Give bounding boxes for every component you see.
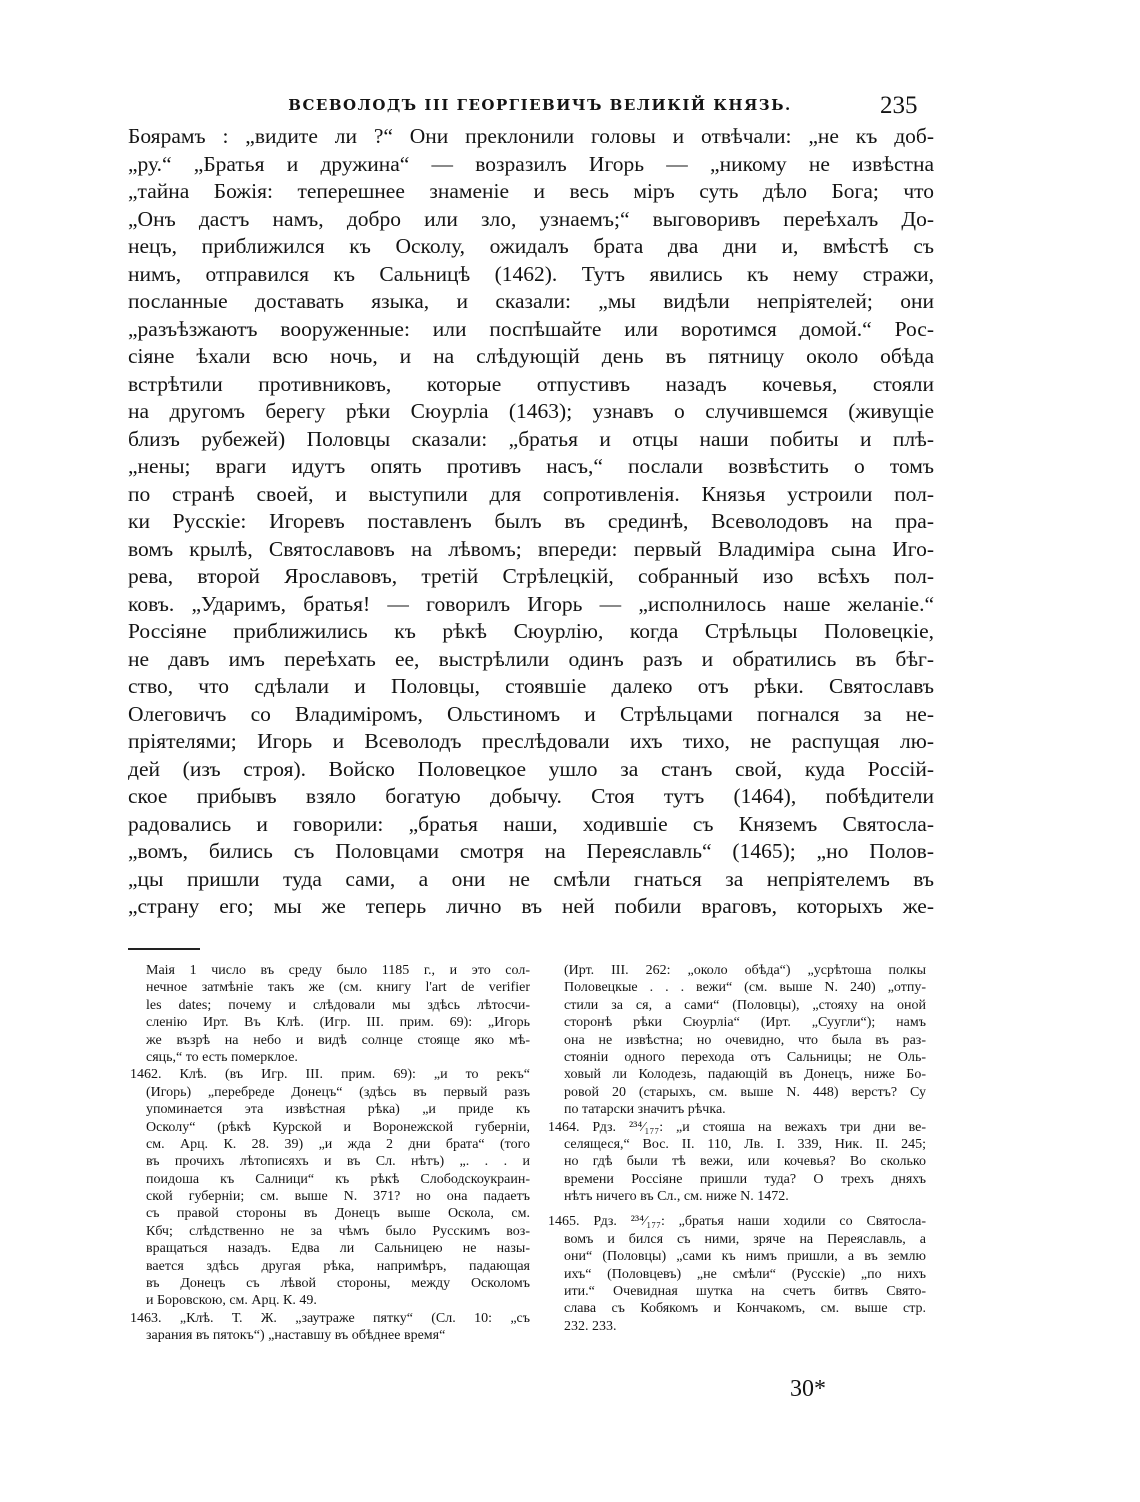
footnote-line: времени Россіяне пришли туда? О трехъ дняхъ [564, 1171, 926, 1187]
footnote [130, 1310, 530, 1345]
footnote-line: Кбч; слѣдственно не за чѣмъ было Русскимъ воз- [146, 1223, 530, 1239]
text-line: „тайна Божія: теперешнее знаменіе и весь міръ суть дѣло Бога; что [128, 179, 934, 203]
footnotes-left-column [130, 962, 530, 1345]
footnote-line: но гдѣ были тѣ вежи, или кочевья? Во сколько [564, 1154, 926, 1170]
footnote-line: сяць,“ то есть померклое. [146, 1049, 298, 1065]
footnote-line: (Игорь) „перебреде Донецъ“ (здѣсь въ первый разъ [146, 1084, 530, 1100]
footnote-line: Осколу“ (рѣкѣ Курской и Воронежской губерніи, [146, 1119, 530, 1135]
footnote-line: les dates; почему и слѣдовали мы здѣсь лѣтосчи- [146, 997, 530, 1013]
footnote-line: и Боровскою, см. Арц. К. 49. [146, 1293, 317, 1309]
footnote-line: сленію Ирт. Въ Клѣ. (Игр. III. прим. 69): „Игорь [146, 1015, 530, 1031]
text-line: пріятелями; Игорь и Всеволодъ преслѣдовали ихъ тихо, не распущая лю- [128, 729, 934, 753]
text-line: не давъ имъ переѣхать ее, выстрѣлили одинъ разъ и обратились въ бѣг- [128, 646, 934, 671]
text-line: ство, что сдѣлали и Половцы, стоявшіе далеко отъ рѣки. Святославъ [128, 674, 934, 698]
footnotes-right-column [548, 962, 926, 1335]
footnote-line: ской губерніи; см. выше N. 371? но она падаетъ [146, 1189, 530, 1205]
footnote-line: въ Донецъ съ лѣвой стороны, между Осколомъ [146, 1276, 530, 1292]
footnote-line: сторонѣ рѣки Сюурліа“ (Ирт. „Суугли“); намъ [564, 1015, 926, 1031]
text-line: „разъѣзжаютъ вооруженные: или поспѣшайте или воротимся домой.“ Рос- [128, 316, 934, 341]
text-line: Олеговичъ со Владиміромъ, Ольстиномъ и Стрѣльцами погнался за не- [128, 701, 934, 726]
text-line: вомъ крылѣ, Святославовъ на лѣвомъ; впереди: первый Владиміра сына Иго- [128, 536, 934, 561]
footnote-line: 1462. Клѣ. (въ Игр. III. прим. 69): „и то рекъ“ [130, 1067, 530, 1083]
footnote-line: зарания въ пятокъ“) „наставшу въ обѣднее время“ [146, 1328, 446, 1344]
footnote-line: см. Арц. К. 28. 39) „и жда 2 дни брата“ (того [146, 1136, 530, 1152]
footnote-line: ховый ли Колодезь, падающій въ Донецъ, ниже Бо- [564, 1067, 926, 1083]
footnote-line: вомъ и бился съ ними, зряче на Переяславль, а [564, 1231, 926, 1247]
footnote-line: селящеся,“ Вос. II. 110, Лв. I. 339, Ник. II. 245; [564, 1136, 926, 1152]
footnote [548, 1213, 926, 1335]
text-line: встрѣтили противниковъ, которые отпустивъ назадъ кочевья, стояли [128, 371, 934, 396]
text-line: по странѣ своей, и выступили для сопротивленія. Князья устроили пол- [128, 481, 934, 506]
footnote-line: 232. 233. [564, 1318, 617, 1334]
footnote-line: вращаться назадъ. Едва ли Сальницею не назы- [146, 1241, 530, 1257]
footnote-line: 1463. „Клѣ. Т. Ж. „заутраже пятку“ (Сл. 10: „съ [130, 1310, 530, 1326]
footnote-line: по татарски значитъ рѣчка. [564, 1102, 726, 1118]
running-title: ВСЕВОЛОДЪ III ГЕОРГІЕВИЧЪ ВЕЛИКІЙ КНЯЗЬ. [288, 96, 792, 114]
footnote-rule [128, 948, 200, 950]
footnote-line: нечное затмѣніе такъ же (см. книгу l'art de verifier [146, 980, 530, 996]
text-line: Боярамъ : „видите ли ?“ Они преклонили головы и отвѣчали: „не къ доб- [128, 124, 934, 148]
text-line: ки Русскіе: Игоревъ поставленъ былъ въ срединѣ, Всеволодовъ на пра- [128, 509, 934, 533]
text-line: „вомъ, бились съ Половцами смотря на Переяславль“ (1465); „но Полов- [128, 839, 934, 863]
text-line: рева, второй Ярославовъ, третій Стрѣлецкій, собранный изо всѣхъ пол- [128, 564, 934, 588]
footnote-line: Маія 1 число въ среду было 1185 г., и это сол- [146, 963, 530, 978]
footnote-line: ровой 20 (старыхъ, см. выше N. 448) верстъ? Су [564, 1084, 926, 1100]
footnote-line: же възрѣ на небо и видѣ солнце стояще яко мѣ- [146, 1032, 530, 1048]
footnote-line: ихъ“ (Половцевъ) „не смѣли“ (Русскіе) „по нихъ [564, 1266, 926, 1282]
footnote-line: вается здѣсь другая рѣка, напримѣръ, падающая [146, 1258, 530, 1274]
text-line: близъ рубежей) Половцы сказали: „братья и отцы наши побиты и плѣ- [128, 426, 934, 451]
text-line: сіяне ѣхали всю ночь, и на слѣдующій день въ пятницу около обѣда [128, 344, 934, 368]
text-line: дей (изъ строя). Войско Половецкое ушло за станъ свой, куда Россій- [128, 756, 934, 781]
footnote-line: стояніи одного перехода отъ Сальницы; не Оль- [564, 1049, 926, 1065]
text-line: ское прибывъ взяло богатую добычу. Стоя тутъ (1464), побѣдители [128, 784, 934, 808]
text-line: Россіяне приближились къ рѣкѣ Сюурлію, когда Стрѣльцы Половецкіе, [128, 619, 934, 643]
text-line: посланные доставать языка, и сказали: „мы видѣли непріятелей; они [128, 289, 934, 313]
footnote [130, 962, 530, 1066]
footnote-line: 1465. Рдз. ²³⁴⁄₁₇₇: „братья наши ходили со Святосла- [548, 1214, 926, 1230]
footnote [130, 1066, 530, 1309]
footnote-line: съ правой стороны въ Донецъ выше Оскола, см. [146, 1206, 530, 1222]
footnote-line: поидоша къ Салници“ къ рѣкѣ Слободскоукраин- [146, 1171, 530, 1187]
footnote-line: 1464. Рдз. ²³⁴⁄₁₇₇: „и стояша на вежахъ три дни ве- [548, 1119, 926, 1135]
text-line: „ру.“ „Братья и дружина“ — возразилъ Игорь — „никому не извѣстна [128, 151, 934, 176]
text-line: нецъ, приближился къ Осколу, ожидалъ брата два дни и, вмѣстѣ съ [128, 234, 934, 258]
text-line: „страну его; мы же теперь лично въ ней побили враговъ, которыхъ же- [128, 894, 934, 918]
footnote-line: нѣтъ ничего въ Сл., см. ниже N. 1472. [564, 1189, 789, 1205]
text-line: нимъ, отправился къ Сальницѣ (1462). Тутъ явились къ нему стражи, [128, 261, 934, 286]
footnote-line: она не извѣстна; но очевидно, что была въ раз- [564, 1032, 926, 1048]
text-line: „нены; враги идутъ опять противъ насъ,“ послали возвѣстить о томъ [128, 454, 934, 478]
footnote-line: слава съ Кобякомъ и Кончакомъ, см. выше стр. [564, 1301, 926, 1317]
footnote-line: въ прочихъ лѣтописяхъ и въ Сл. нѣтъ) „. . . и [146, 1154, 530, 1170]
footnote [548, 962, 926, 1119]
footnote-line: Половецкые . . . вежи“ (см. выше N. 240) „отпу- [564, 980, 926, 996]
page-number: 235 [880, 92, 918, 119]
text-line: „цы пришли туда сами, а они не смѣли гнаться за непріятелемъ въ [128, 866, 934, 891]
text-line: радовались и говорили: „братья наши, ходившіе съ Княземъ Святосла- [128, 811, 934, 836]
footnote-line: упоминается эта извѣстная рѣка) „и приде къ [146, 1102, 530, 1118]
text-line: „Онъ дастъ намъ, добро или зло, узнаемъ;“ выговоривъ переѣхалъ До- [128, 206, 934, 231]
footnote-line: они“ (Половцы) „сами къ нимъ пришли, а въ землю [564, 1249, 926, 1265]
footnote-gap [548, 1205, 926, 1213]
text-line: на другомъ берегу рѣки Сюурліа (1463); узнавъ о случившемся (живущіе [128, 399, 934, 423]
text-line: ковъ. „Ударимъ, братья! — говорилъ Игорь — „исполнилось наше желаніе.“ [128, 591, 934, 616]
footnote-line: стили за ся, а сами“ (Половцы), „стояху на оной [564, 997, 926, 1013]
signature-mark: 30* [790, 1376, 826, 1402]
footnote-line: ити.“ Очевидная шутка на счетъ битвъ Свято- [564, 1284, 926, 1300]
main-text [128, 123, 934, 921]
footnote [548, 1119, 926, 1206]
footnote-line: (Ирт. III. 262: „около обѣда“) „усрѣтоша полкы [564, 963, 926, 978]
